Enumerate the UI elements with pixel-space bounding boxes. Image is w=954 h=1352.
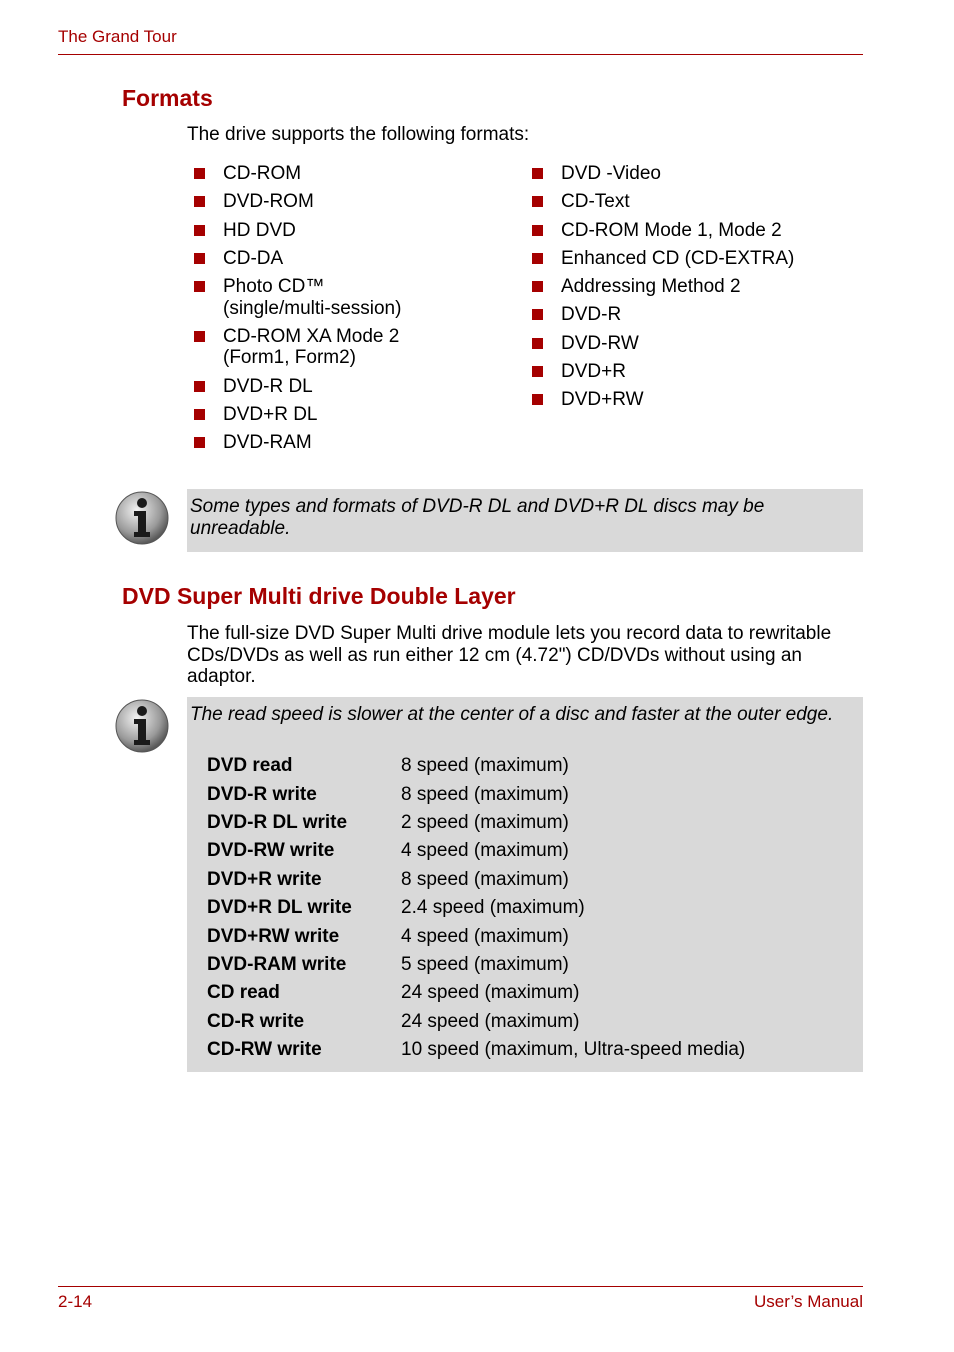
bullet-square-icon [194, 437, 205, 448]
list-item [527, 304, 794, 326]
list-item [527, 333, 794, 355]
page-number: 2-14 [58, 1292, 93, 1311]
speed-value: 2 speed (maximum) [401, 811, 569, 833]
speed-label: CD read [207, 982, 280, 1004]
list-item [527, 276, 794, 298]
speed-label: DVD read [207, 755, 293, 777]
list-item [189, 191, 401, 213]
list-item-text: DVD-R DL [223, 375, 313, 397]
speed-value: 10 speed (maximum, Ultra-speed media) [401, 1039, 746, 1061]
bullet-square-icon [532, 168, 543, 179]
list-item [189, 248, 401, 270]
table-row [207, 809, 745, 837]
table-row [207, 837, 745, 865]
list-item-text: DVD-RW [561, 332, 639, 354]
speed-value: 8 speed (maximum) [401, 783, 569, 805]
bullet-square-icon [532, 366, 543, 377]
bullet-square-icon [532, 196, 543, 207]
bullet-square-icon [194, 381, 205, 392]
table-row [207, 951, 745, 979]
running-header: The Grand Tour [58, 27, 177, 46]
list-item-text: (single/multi-session) [223, 297, 402, 319]
list-item [527, 248, 794, 270]
list-item [527, 220, 794, 242]
bullet-square-icon [194, 196, 205, 207]
list-item-text: DVD -Video [561, 163, 661, 184]
list-item [189, 432, 401, 454]
speed-label: DVD-RAM write [207, 953, 347, 975]
table-row [207, 922, 745, 950]
speed-value: 5 speed (maximum) [401, 953, 569, 975]
speed-value: 4 speed (maximum) [401, 925, 569, 947]
speed-label: CD-RW write [207, 1039, 322, 1061]
formats-list-right [527, 163, 794, 418]
list-item-text: CD-ROM XA Mode 2 [223, 325, 400, 347]
speed-value: 24 speed (maximum) [401, 1010, 580, 1032]
list-item [189, 326, 401, 369]
list-item-text: DVD+RW [561, 389, 644, 411]
table-row [207, 752, 745, 780]
note-text-speed: The read speed is slower at the center of a disc and faster at the outer edge. [190, 704, 834, 725]
formats-heading: Formats [122, 85, 213, 111]
list-item [527, 191, 794, 213]
speed-label: DVD+R DL write [207, 897, 352, 919]
speed-label: DVD-R DL write [207, 811, 348, 833]
list-item [527, 389, 794, 411]
table-row [207, 866, 745, 894]
formats-list-left [189, 163, 401, 461]
bullet-square-icon [194, 409, 205, 420]
list-item-text: CD-ROM Mode 1, Mode 2 [561, 219, 782, 241]
list-item [189, 163, 401, 185]
list-item [527, 163, 794, 185]
bullet-square-icon [194, 168, 205, 179]
bullet-square-icon [532, 338, 543, 349]
list-item-text: DVD-RAM [223, 432, 312, 454]
list-item-text: Addressing Method 2 [561, 276, 741, 298]
speed-value: 4 speed (maximum) [401, 840, 569, 862]
manual-name: User’s Manual [754, 1292, 863, 1311]
dvd-super-multi-heading: DVD Super Multi drive Double Layer [122, 583, 516, 609]
list-item-text: CD-DA [223, 247, 284, 269]
bullet-square-icon [532, 281, 543, 292]
note-text-formats: Some types and formats of DVD-R DL and DVD+R DL discs may be unreadable. [190, 496, 765, 539]
list-item-text: DVD+R [561, 361, 626, 383]
speed-label: DVD-R write [207, 783, 317, 805]
dvd-super-multi-body: The full-size DVD Super Multi drive module lets you record data to rewritable CDs/DVDs as well as run either 12 cm (4.72") CD/DVDs without using an adaptor. [187, 623, 832, 687]
list-item-text: DVD-R [561, 304, 622, 326]
bullet-square-icon [194, 253, 205, 264]
header-rule [58, 54, 863, 55]
table-row [207, 780, 745, 808]
list-item-text: CD-ROM [223, 163, 302, 184]
list-item [189, 276, 401, 319]
table-row [207, 1008, 745, 1036]
speed-label: CD-R write [207, 1010, 305, 1032]
list-item [189, 404, 401, 426]
list-item-text: HD DVD [223, 219, 296, 241]
speed-value: 24 speed (maximum) [401, 982, 580, 1004]
footer-rule [58, 1286, 863, 1287]
note-box-speeds [187, 697, 863, 1072]
speed-label: DVD-RW write [207, 840, 335, 862]
note-box-formats [187, 489, 863, 552]
speed-table [207, 752, 745, 1064]
info-icon [114, 698, 170, 754]
list-item-text: CD-Text [561, 191, 630, 213]
bullet-square-icon [194, 331, 205, 342]
list-item-text: DVD-ROM [223, 191, 314, 213]
table-row [207, 979, 745, 1007]
speed-value: 8 speed (maximum) [401, 868, 569, 890]
bullet-square-icon [194, 225, 205, 236]
info-icon [114, 490, 170, 546]
list-item-text: DVD+R DL [223, 404, 318, 426]
list-item-text: (Form1, Form2) [223, 347, 356, 369]
bullet-square-icon [532, 225, 543, 236]
speed-label: DVD+R write [207, 868, 322, 890]
bullet-square-icon [532, 253, 543, 264]
bullet-square-icon [532, 309, 543, 320]
table-row [207, 1036, 745, 1064]
bullet-square-icon [532, 394, 543, 405]
list-item [189, 376, 401, 398]
table-row [207, 894, 745, 922]
list-item [189, 220, 401, 242]
bullet-square-icon [194, 281, 205, 292]
speed-value: 8 speed (maximum) [401, 755, 569, 777]
formats-intro: The drive supports the following formats: [187, 124, 530, 145]
list-item-text: Photo CD™ [223, 276, 325, 298]
list-item-text: Enhanced CD (CD-EXTRA) [561, 247, 795, 269]
speed-label: DVD+RW write [207, 925, 340, 947]
list-item [527, 361, 794, 383]
speed-value: 2.4 speed (maximum) [401, 897, 585, 919]
